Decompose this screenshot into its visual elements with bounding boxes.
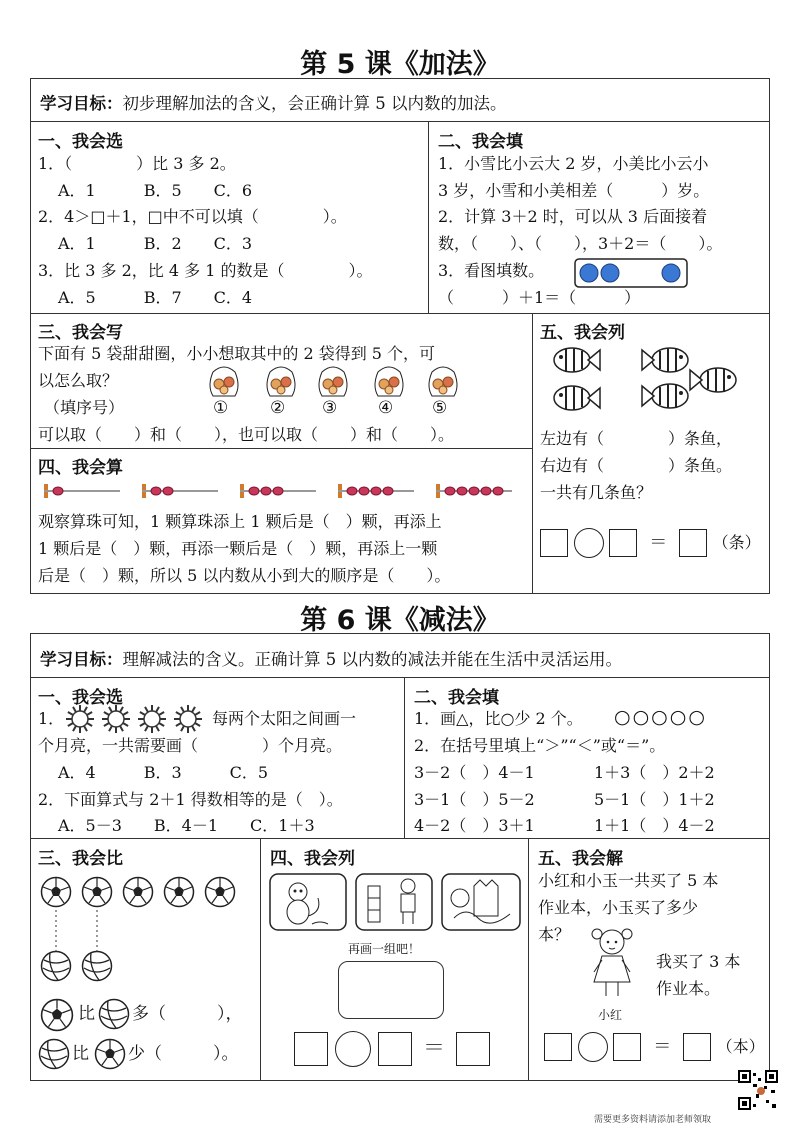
soccer-ball-icon	[163, 876, 195, 908]
soccer-ball-icon	[204, 876, 236, 908]
l5-choose-q3: 3．比 3 多 2，比 4 多 1 的数是（ ）。	[38, 261, 373, 280]
donut-bag-icon	[205, 362, 243, 398]
donut-bag-icon	[424, 362, 462, 398]
draw-caption: 再画一组吧！	[348, 942, 421, 956]
l6-solve-equation	[544, 1032, 765, 1062]
compare-bi-2: 比	[72, 1044, 89, 1064]
l5-fill-heading: 二、我会填	[438, 132, 523, 152]
l5-fill-l1: 1．小雪比小云大 2 岁，小美比小云小	[438, 154, 709, 173]
operator-circle[interactable]	[574, 528, 604, 558]
l6-choose-q1a: 每两个太阳之间画一	[212, 709, 357, 728]
goal-label: 学习目标：	[40, 650, 123, 669]
l5-calc-l1: 观察算珠可知，1 颗算珠添上 1 颗后是（ ）颗，再添上	[38, 512, 442, 531]
answer-box[interactable]	[613, 1033, 641, 1061]
l5-list-l1: 左边有（ ）条鱼，	[540, 429, 733, 448]
goal-text: 理解减法的含义。正确计算 5 以内数的减法并能在生活中灵活运用。	[122, 650, 622, 669]
answer-box[interactable]	[679, 529, 707, 557]
l6-choose-q2: 2．下面算式与 2＋1 得数相等的是（ ）。	[38, 790, 343, 809]
l6-choose-heading: 一、我会选	[38, 688, 123, 708]
abacus-bead	[359, 487, 369, 495]
l6-solve-l3: 本？	[538, 925, 571, 944]
soccer-ball-icon	[122, 876, 154, 908]
drawing-box[interactable]	[338, 961, 444, 1019]
girl-name: 小红	[598, 1008, 623, 1022]
answer-box[interactable]	[683, 1033, 711, 1061]
abacus-bead	[151, 487, 161, 495]
l5-write-l4: 可以取（ ）和（ ），也可以取（ ）和（ ）。	[38, 425, 455, 444]
l5-fill-l5: 3．看图填数。	[438, 261, 545, 280]
sun-icon	[138, 705, 166, 733]
l5-list-l3: 一共有几条鱼？	[540, 483, 653, 502]
donut-bag-icon	[262, 362, 300, 398]
abacus-bead	[457, 487, 467, 495]
abacus-row	[40, 480, 520, 502]
fish-icon	[690, 368, 736, 392]
abacus-bead	[493, 487, 503, 495]
footer-note: 需要更多资料请添加老师领取	[594, 1115, 712, 1125]
l6-choose-q1-num: 1．	[38, 709, 65, 728]
l6-choose-q2-opts: A．5－3 B．4－1 C．1＋3	[58, 816, 315, 835]
soccer-ball-icon	[40, 876, 72, 908]
l5-fill-l3: 2．计算 3＋2 时，可以从 3 后面接着	[438, 207, 708, 226]
donut-bag-icon	[370, 362, 408, 398]
abacus-bead	[163, 487, 173, 495]
bag-number-label: ①	[213, 398, 229, 418]
l5-choose-q3-opts: A．5 B．7 C．4	[58, 288, 253, 307]
unit-label: （条）	[712, 533, 761, 552]
l6-solve-heading: 五、我会解	[538, 849, 623, 869]
l6-list-heading: 四、我会列	[270, 849, 355, 869]
equals-sign: ＝	[423, 1036, 446, 1061]
abacus-bead	[249, 487, 259, 495]
fish-icon	[554, 386, 600, 410]
bag-number-label: ⑤	[432, 398, 448, 418]
bag-number-label: ②	[270, 398, 286, 418]
lesson5-title: 第 5 课《加法》	[300, 49, 500, 80]
sun-icon	[66, 705, 94, 733]
lesson6-title: 第 6 课《减法》	[300, 605, 500, 636]
answer-box[interactable]	[294, 1032, 328, 1066]
bag-number-label: ④	[378, 398, 394, 418]
lesson5-goal	[40, 90, 507, 114]
girl-picture	[584, 924, 640, 1006]
l6-choose-q1b: 个月亮，一共需要画（ ）个月亮。	[38, 736, 343, 755]
l5-write-l2: 以怎么取？	[38, 371, 119, 390]
l5-choose-q2-opts: A．1 B．2 C．3	[58, 234, 253, 253]
l5-list-heading: 五、我会列	[540, 323, 625, 343]
l6-compare-r1b: 1＋3（ ）2＋2	[594, 763, 715, 782]
abacus-rod	[44, 484, 120, 498]
fish-icon	[642, 384, 688, 408]
goal-text: 初步理解加法的含义，会正确计算 5 以内数的加法。	[122, 94, 507, 113]
bag-number-label: ③	[322, 398, 338, 418]
abacus-rod	[338, 484, 414, 498]
qr-code-icon	[738, 1070, 778, 1110]
l5-calc-heading: 四、我会算	[38, 458, 123, 478]
compare-less: 少（ ）。	[128, 1044, 239, 1064]
l5-write-heading: 三、我会写	[38, 323, 123, 343]
l6-list-equation	[294, 1031, 490, 1067]
volleyball-icon	[98, 998, 130, 1030]
abacus-bead	[481, 487, 491, 495]
fish-picture	[542, 342, 762, 422]
match-lines	[40, 910, 120, 956]
l6-compare-r1a: 3－2（ ）4－1	[414, 763, 535, 782]
lesson6-goal	[40, 646, 622, 670]
l5-write-l1: 下面有 5 袋甜甜圈，小小想取其中的 2 袋得到 5 个，可	[38, 344, 436, 363]
l6-choose-q1-opts: A．4 B．3 C．5	[58, 763, 269, 782]
l6-solve-l1: 小红和小玉一共买了 5 本	[538, 871, 719, 890]
l6-compare-r2a: 3－1（ ）5－2	[414, 790, 535, 809]
l5-choose-q1-opts: A．1 B．5 C．6	[58, 181, 253, 200]
sun-icon	[174, 705, 202, 733]
abacus-bead	[273, 487, 283, 495]
l6-fill-heading: 二、我会填	[414, 688, 499, 708]
l6-compare-r3a: 4－2（ ）3＋1	[414, 816, 535, 835]
abacus-bead	[469, 487, 479, 495]
operator-circle[interactable]	[578, 1032, 608, 1062]
l5-equation	[540, 528, 761, 558]
l6-solve-l2: 作业本，小玉买了多少	[538, 898, 699, 917]
l5-write-l3: （填序号）	[44, 398, 125, 417]
sun-icon	[102, 705, 130, 733]
fish-icon	[642, 348, 688, 372]
fish-icon	[554, 348, 600, 372]
l6-fill-l2: 2．在括号里填上“＞”“＜”或“＝”。	[414, 736, 666, 755]
l5-list-l2: 右边有（ ）条鱼。	[540, 456, 733, 475]
answer-box[interactable]	[456, 1032, 490, 1066]
abacus-rod	[240, 484, 316, 498]
answer-box[interactable]	[378, 1032, 412, 1066]
equals-sign: ＝	[653, 1036, 672, 1057]
abacus-rod	[436, 484, 512, 498]
abacus-bead	[371, 487, 381, 495]
dot-picture	[574, 258, 688, 288]
soccer-ball-icon	[94, 1038, 126, 1070]
l5-fill-l4: 数，（ ）、（ ），3＋2＝（ ）。	[438, 234, 723, 253]
l6-compare-r2b: 5－1（ ）1＋2	[594, 790, 715, 809]
story-pictures	[268, 872, 522, 934]
abacus-bead	[445, 487, 455, 495]
speech-1: 我买了 3 本	[656, 952, 741, 971]
abacus-bead	[347, 487, 357, 495]
abacus-bead	[383, 487, 393, 495]
l5-calc-l3: 后是（ ）颗，所以 5 以内数从小到大的顺序是（ ）。	[38, 566, 451, 585]
soccer-ball-icon	[81, 876, 113, 908]
compare-bi-1: 比	[78, 1004, 95, 1024]
abacus-bead	[53, 487, 63, 495]
answer-box[interactable]	[540, 529, 568, 557]
l6-fill-circles: ○○○○○	[614, 706, 707, 728]
l5-calc-l2: 1 颗后是（ ）颗，再添一颗后是（ ）颗，再添上一颗	[38, 539, 438, 558]
speech-2: 作业本。	[656, 979, 721, 998]
l6-compare-heading: 三、我会比	[38, 849, 123, 869]
unit-label: （本）	[716, 1037, 765, 1056]
answer-box[interactable]	[609, 529, 637, 557]
l5-choose-heading: 一、我会选	[38, 132, 123, 152]
l5-fill-l2: 3 岁，小雪和小美相差（ ）岁。	[438, 181, 710, 200]
equals-sign: ＝	[649, 532, 668, 553]
volleyball-icon	[38, 1038, 70, 1070]
abacus-bead	[261, 487, 271, 495]
sun-row	[62, 704, 208, 734]
l5-choose-q1: 1．（ ）比 3 多 2。	[38, 154, 236, 173]
l5-fill-l6: （ ）＋1＝（ ）	[438, 288, 641, 307]
goal-label: 学习目标：	[40, 94, 123, 113]
soccer-ball-icon	[40, 998, 74, 1032]
compare-more: 多（ ），	[132, 1004, 243, 1024]
operator-circle[interactable]	[335, 1031, 371, 1067]
answer-box[interactable]	[544, 1033, 572, 1061]
abacus-rod	[142, 484, 218, 498]
l6-compare-r3b: 1＋1（ ）4－2	[594, 816, 715, 835]
donut-bag-icon	[314, 362, 352, 398]
l6-fill-l1: 1．画△，比○少 2 个。	[414, 709, 583, 728]
l5-choose-q2: 2．4＞□＋1，□中不可以填（ ）。	[38, 207, 347, 226]
